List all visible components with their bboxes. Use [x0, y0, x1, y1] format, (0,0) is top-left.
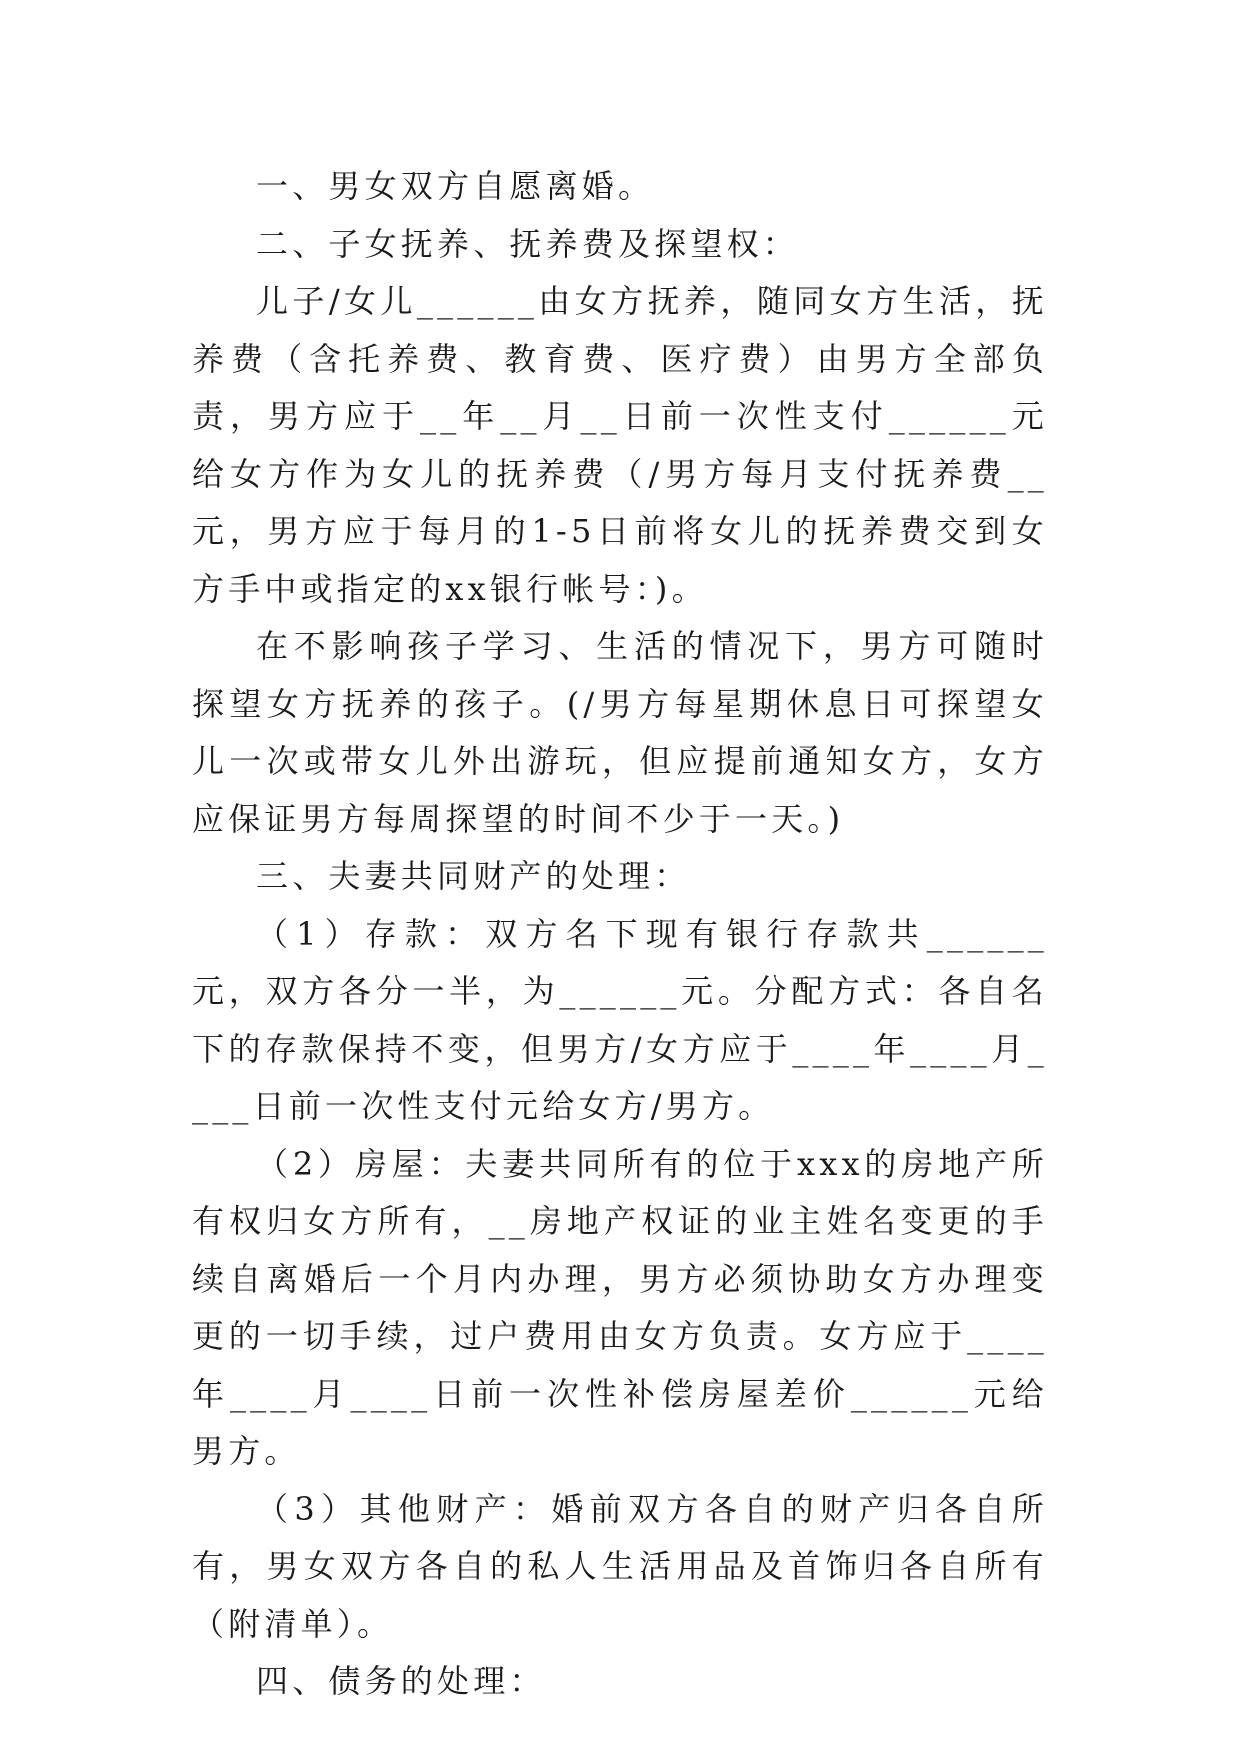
- paragraph-divorce-consent: 一、男女双方自愿离婚。: [256, 167, 655, 205]
- heading-child-custody: 二、子女抚养、抚养费及探望权：: [256, 224, 800, 263]
- paragraph-house: （2）房屋：夫妻共同所有的位于xxx的房地产所有权归女方所有，__房地产权证的业主姓名变更的手续自离婚后一个月内办理，男方必须协助女方办理变更的一切手续，过户费用由女方负责。女方应于____年____月____日前一次性补偿房屋差价______元给男方。: [192, 1144, 1048, 1470]
- paragraph-child-support: 儿子/女儿______由女方抚养，随同女方生活，抚养费（含托养费、教育费、医疗费）由男方全部负责，男方应于__年__月__日前一次性支付______元给女方作为女儿的抚养费（/男方每月支付抚养费__元，男方应于每月的1-5日前将女儿的抚养费交到女方手中或指定的xx银行帐号：)。: [192, 282, 1048, 608]
- paragraph-deposits: （1）存款：双方名下现有银行存款共______元，双方各分一半，为______元。分配方式：各自名下的存款保持不变，但男方/女方应于____年____月____日前一次性支付元给女方/男方。: [192, 914, 1048, 1125]
- paragraph-visitation: 在不影响孩子学习、生活的情况下，男方可随时探望女方抚养的孩子。(/男方每星期休息日可探望女儿一次或带女儿外出游玩，但应提前通知女方，女方应保证男方每周探望的时间不少于一天。): [192, 627, 1048, 838]
- document-body: [192, 158, 1048, 1711]
- heading-debts: 四、债务的处理：: [256, 1662, 546, 1700]
- paragraph-other-property: （3）其他财产：婚前双方各自的财产归各自所有，男女双方各自的私人生活用品及首饰归各自所有（附清单）。: [192, 1489, 1048, 1643]
- heading-joint-property: 三、夫妻共同财产的处理：: [256, 857, 691, 895]
